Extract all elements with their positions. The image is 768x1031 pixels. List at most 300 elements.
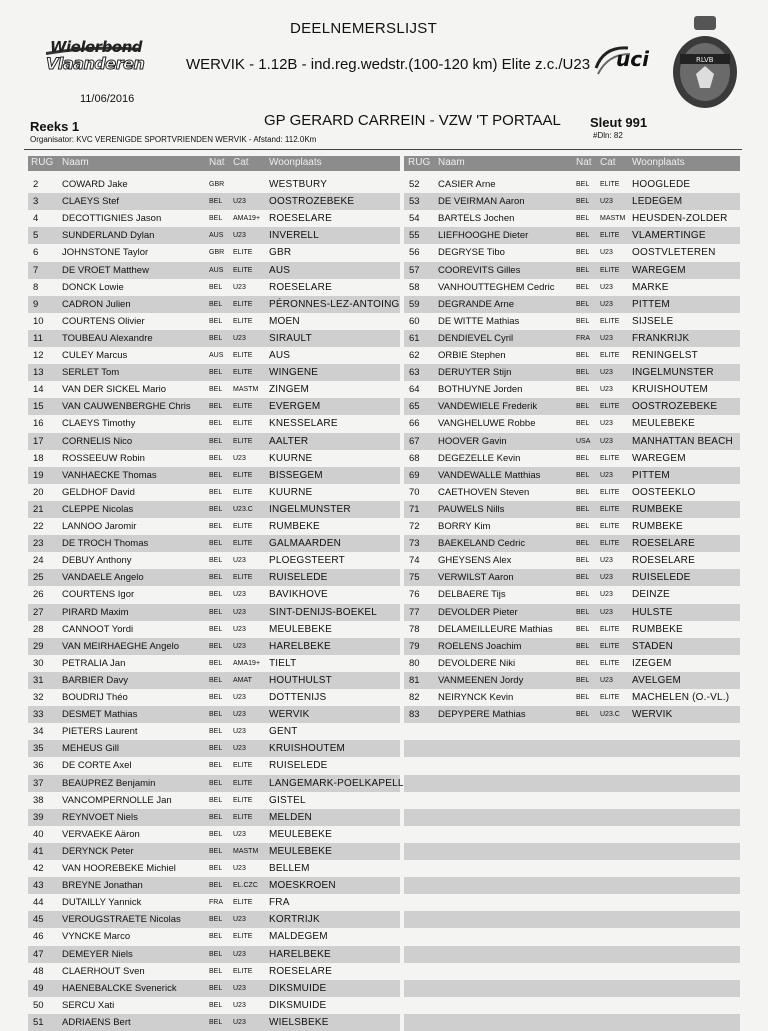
table-row (28, 518, 400, 535)
name-cell: DEGRYSE Tibo (438, 247, 505, 259)
city-cell: HOUTHULST (269, 674, 332, 686)
uci-logo (594, 42, 662, 78)
rug-cell: 16 (33, 418, 44, 430)
nat-cell: BEL (576, 471, 590, 479)
cat-cell: ELITE (233, 899, 253, 907)
name-cell: DE WITTE Mathias (438, 315, 520, 327)
name-cell: ORBIE Stephen (438, 350, 506, 361)
cat-cell: ELITE (600, 523, 620, 530)
name-cell: DESMET Mathias (62, 709, 138, 721)
rug-cell: 30 (33, 657, 44, 669)
name-cell: DEMEYER Niels (62, 948, 133, 960)
table-row (28, 826, 400, 843)
name-cell: HOOVER Gavin (438, 435, 507, 447)
city-cell: PÉRONNES-LEZ-ANTOING (269, 298, 400, 310)
cat-cell: U23 (233, 916, 246, 924)
nat-cell: BEL (209, 779, 223, 787)
city-cell: HOOGLEDE (632, 179, 691, 190)
cat-cell: ELITE (233, 266, 253, 274)
nat-cell: BEL (209, 625, 223, 633)
nat-cell: BEL (576, 659, 590, 667)
city-cell: ROESELARE (632, 538, 695, 550)
nat-cell: BEL (576, 608, 590, 616)
city-cell: KNESSELARE (269, 418, 338, 430)
cat-cell: ELITE (600, 232, 620, 240)
rug-cell: 46 (33, 931, 44, 943)
rug-cell: 81 (409, 674, 420, 686)
cat-cell: U23 (233, 984, 246, 992)
cat-cell: ELITE (600, 352, 620, 359)
cat-cell: ELITE (233, 488, 253, 496)
nat-cell: BEL (576, 403, 590, 411)
rug-cell: 17 (33, 435, 44, 447)
name-cell: DE CORTE Axel (62, 760, 132, 772)
city-cell: BAVIKHOVE (269, 589, 328, 601)
city-cell: MELDEN (269, 811, 312, 823)
city-cell: WINGENE (269, 367, 319, 379)
name-cell: DE VEIRMAN Aaron (438, 196, 525, 208)
nat-cell: GBR (209, 249, 225, 257)
empty-row (404, 723, 740, 740)
cat-cell: U23 (233, 283, 246, 291)
rug-cell: 49 (33, 982, 44, 994)
name-cell: DE TROCH Thomas (62, 538, 149, 550)
city-cell: LANGEMARK-POELKAPELL (269, 777, 404, 789)
city-cell: MOEN (269, 315, 300, 327)
nat-cell: BEL (209, 882, 223, 890)
table-row (28, 877, 400, 894)
rug-cell: 72 (409, 521, 420, 532)
table-row (404, 296, 740, 313)
name-cell: COURTENS Olivier (62, 315, 145, 327)
cat-cell: U23 (233, 728, 246, 736)
rug-cell: 71 (409, 503, 420, 515)
cat-cell: U23 (600, 420, 613, 428)
cat-cell: ELITE (233, 933, 253, 941)
cat-cell: ELITE (600, 694, 620, 701)
name-cell: VERWILST Aaron (438, 572, 514, 584)
table-row (404, 450, 740, 467)
rug-cell: 65 (409, 401, 420, 413)
rug-cell: 45 (33, 914, 44, 926)
col-nat: Nat (209, 157, 225, 168)
rug-cell: 27 (33, 606, 44, 618)
table-row (28, 621, 400, 638)
table-row (404, 364, 740, 381)
nat-cell: BEL (209, 745, 223, 753)
cat-cell: ELITE (233, 300, 253, 308)
table-row (28, 740, 400, 757)
nat-cell: BEL (209, 950, 223, 958)
rug-cell: 13 (33, 367, 44, 379)
rug-cell: 47 (33, 948, 44, 960)
table-row (28, 313, 400, 330)
name-cell: DEVOLDER Pieter (438, 606, 518, 618)
cat-cell: ELITE (600, 181, 620, 188)
rug-cell: 62 (409, 350, 420, 361)
table-row (404, 210, 740, 227)
table-row (28, 723, 400, 740)
col-cat: Cat (600, 157, 616, 168)
name-cell: DEVOLDERE Niki (438, 657, 516, 669)
table-row (404, 176, 740, 193)
table-row (404, 638, 740, 655)
nat-cell: BEL (209, 984, 223, 992)
nat-cell: BEL (209, 505, 223, 513)
cat-cell: ELITE (233, 574, 253, 582)
city-cell: RUMBEKE (632, 503, 683, 515)
nat-cell: BEL (209, 642, 223, 650)
name-cell: DUTAILLY Yannick (62, 897, 142, 909)
city-cell: GALMAARDEN (269, 538, 342, 550)
wielerbond-vlaanderen-logo (44, 38, 145, 76)
cat-cell: ELITE (233, 796, 253, 804)
city-cell: OOSTVLETEREN (632, 247, 716, 259)
rug-cell: 43 (33, 880, 44, 892)
rug-cell: 10 (33, 315, 44, 327)
name-cell: SERCU Xati (62, 999, 115, 1011)
cat-cell: U23 (233, 232, 246, 240)
col-naam: Naam (62, 157, 89, 168)
table-row (28, 296, 400, 313)
cat-cell: U23 (600, 283, 613, 291)
nat-cell: BEL (209, 728, 223, 736)
cat-cell: U23 (600, 471, 613, 479)
city-cell: GISTEL (269, 794, 306, 806)
city-cell: STADEN (632, 640, 674, 652)
rug-cell: 4 (33, 213, 39, 225)
name-cell: ADRIAENS Bert (62, 1016, 131, 1028)
nat-cell: BEL (576, 505, 590, 513)
nat-cell: BEL (576, 266, 590, 274)
city-cell: RUMBEKE (269, 521, 320, 532)
cat-cell: U23 (233, 557, 246, 565)
empty-row (404, 963, 740, 980)
cat-cell: ELITE (233, 540, 253, 548)
cat-cell: EL.CZC (233, 882, 258, 890)
rug-cell: 7 (33, 264, 39, 276)
empty-row (404, 843, 740, 860)
cat-cell: U23 (233, 608, 246, 616)
nat-cell: BEL (209, 847, 223, 855)
cat-cell: ELITE (600, 403, 620, 411)
nat-cell: BEL (209, 283, 223, 291)
rug-cell: 9 (33, 298, 39, 310)
city-cell: RUMBEKE (632, 521, 683, 532)
cat-cell: ELITE (233, 813, 253, 821)
name-cell: DEBUY Anthony (62, 555, 132, 567)
nat-cell: BEL (576, 488, 590, 496)
col-woonplaats: Woonplaats (269, 157, 322, 168)
city-cell: OOSTEEKLO (632, 486, 696, 498)
participant-count: #Dln: 82 (593, 131, 623, 140)
nat-cell: BEL (209, 659, 223, 667)
table-row (28, 450, 400, 467)
col-woonplaats: Woonplaats (632, 157, 685, 168)
col-naam: Naam (438, 157, 465, 168)
empty-row (404, 826, 740, 843)
name-cell: ROELENS Joachim (438, 640, 522, 652)
cat-cell: U23 (600, 369, 613, 377)
nat-cell: BEL (209, 591, 223, 599)
table-row (28, 484, 400, 501)
name-cell: SERLET Tom (62, 367, 120, 379)
city-cell: ROESELARE (269, 965, 332, 977)
city-cell: WAREGEM (632, 452, 686, 464)
name-cell: GELDHOF David (62, 486, 135, 498)
series-label: Reeks 1 (30, 119, 80, 134)
table-row (28, 244, 400, 261)
city-cell: BISSEGEM (269, 469, 323, 481)
table-row (28, 638, 400, 655)
city-cell: AVELGEM (632, 674, 682, 686)
name-cell: DONCK Lowie (62, 281, 124, 293)
name-cell: VANHAECKE Thomas (62, 469, 157, 481)
city-cell: SIRAULT (269, 332, 312, 344)
city-cell: GBR (269, 247, 292, 259)
name-cell: VYNCKE Marco (62, 931, 131, 943)
name-cell: CAETHOVEN Steven (438, 486, 530, 498)
name-cell: COWARD Jake (62, 179, 128, 190)
rug-cell: 53 (409, 196, 420, 208)
table-row (28, 501, 400, 518)
nat-cell: BEL (209, 1018, 223, 1026)
name-cell: VAN CAUWENBERGHE Chris (62, 401, 191, 413)
rug-cell: 23 (33, 538, 44, 550)
city-cell: HARELBEKE (269, 948, 331, 960)
table-row (28, 860, 400, 877)
city-cell: INVERELL (269, 230, 319, 242)
cat-cell: U23 (233, 198, 246, 206)
nat-cell: BEL (576, 300, 590, 308)
table-row (28, 227, 400, 244)
city-cell: ROESELARE (269, 281, 332, 293)
rug-cell: 20 (33, 486, 44, 498)
table-row (404, 518, 740, 535)
table-row (28, 706, 400, 723)
nat-cell: BEL (576, 625, 590, 633)
rug-cell: 52 (409, 179, 420, 190)
rug-cell: 11 (33, 332, 43, 344)
table-row (404, 467, 740, 484)
table-row (404, 433, 740, 450)
cat-cell: ELITE (233, 779, 253, 787)
table-row (404, 672, 740, 689)
nat-cell: BEL (576, 317, 590, 325)
cat-cell: U23 (233, 865, 246, 872)
name-cell: VANHOUTTEGHEM Cedric (438, 281, 555, 293)
rlvb-crest (670, 14, 740, 110)
empty-row (404, 877, 740, 894)
city-cell: RUISELEDE (269, 760, 328, 772)
name-cell: DERUYTER Stijn (438, 367, 512, 379)
nat-cell: BEL (209, 557, 223, 565)
cat-cell: ELITE (600, 317, 620, 325)
race-name: GP GERARD CARREIN - VZW 'T PORTAAL (264, 112, 561, 129)
rug-cell: 59 (409, 298, 420, 310)
nat-cell: BEL (209, 420, 223, 428)
nat-cell: BEL (576, 386, 590, 394)
table-row (404, 586, 740, 603)
name-cell: CLAEYS Stef (62, 196, 120, 208)
table-row (404, 655, 740, 672)
city-cell: EVERGEM (269, 401, 321, 413)
city-cell: MEULEBEKE (269, 623, 332, 635)
nat-cell: FRA (209, 899, 223, 907)
rug-cell: 25 (33, 572, 44, 584)
rug-cell: 58 (409, 281, 420, 293)
rug-cell: 39 (33, 811, 44, 823)
rug-cell: 55 (409, 230, 420, 242)
city-cell: HULSTE (632, 606, 673, 618)
table-row (28, 963, 400, 980)
rug-cell: 44 (33, 897, 44, 909)
name-cell: JOHNSTONE Taylor (62, 247, 149, 259)
name-cell: BARTELS Jochen (438, 213, 515, 225)
city-cell: KORTRIJK (269, 914, 320, 926)
table-row (28, 535, 400, 552)
table-row (404, 398, 740, 415)
table-row (404, 347, 740, 364)
cat-cell: MASTM (233, 847, 259, 855)
table-row (28, 843, 400, 860)
cat-cell: U23 (233, 625, 246, 633)
rug-cell: 40 (33, 828, 44, 840)
cat-cell: AMA19+ (233, 215, 261, 223)
name-cell: BARBIER Davy (62, 674, 128, 686)
rug-cell: 76 (409, 589, 420, 601)
rug-cell: 21 (33, 503, 44, 515)
empty-row (404, 1014, 740, 1031)
table-row (28, 330, 400, 347)
cat-cell: U23 (600, 557, 613, 565)
cat-cell: U23 (233, 454, 246, 462)
city-cell: OOSTROZEBEKE (269, 196, 355, 208)
table-row (28, 946, 400, 963)
table-row (28, 980, 400, 997)
cat-cell: U23 (233, 1018, 246, 1026)
table-row (404, 193, 740, 210)
rug-cell: 35 (33, 743, 44, 755)
table-row (28, 604, 400, 621)
nat-cell: BEL (209, 523, 223, 530)
cat-cell: U23 (233, 1001, 246, 1009)
city-cell: LEDEGEM (632, 196, 683, 208)
nat-cell: BEL (576, 420, 590, 428)
cat-cell: ELITE (233, 369, 253, 377)
cat-cell: U23 (600, 386, 613, 394)
nat-cell: BEL (209, 215, 223, 223)
nat-cell: BEL (209, 711, 223, 719)
nat-cell: BEL (209, 813, 223, 821)
name-cell: CORNELIS Nico (62, 435, 133, 447)
city-cell: MOESKROEN (269, 880, 336, 892)
name-cell: MEHEUS Gill (62, 743, 120, 755)
cat-cell: ELITE (600, 625, 620, 633)
table-row (28, 809, 400, 826)
nat-cell: GBR (209, 181, 225, 188)
rug-cell: 24 (33, 555, 44, 567)
table-row (28, 911, 400, 928)
rug-cell: 51 (33, 1016, 44, 1028)
table-row (404, 569, 740, 586)
cat-cell: U23 (233, 711, 246, 719)
city-cell: KRUISHOUTEM (632, 384, 709, 396)
table-row (28, 398, 400, 415)
rug-cell: 82 (409, 692, 420, 703)
name-cell: VERVAEKE Aäron (62, 828, 140, 840)
cat-cell: U23 (600, 437, 613, 445)
name-cell: COOREVITS Gilles (438, 264, 521, 276)
nat-cell: BEL (209, 454, 223, 462)
city-cell: FRA (269, 897, 290, 909)
city-cell: BELLEM (269, 863, 310, 874)
nat-cell: BEL (576, 642, 590, 650)
city-cell: OOSTROZEBEKE (632, 401, 718, 413)
empty-row (404, 740, 740, 757)
name-cell: BOUDRIJ Théo (62, 692, 128, 703)
cat-cell: ELITE (600, 454, 620, 462)
table-row (28, 775, 404, 792)
name-cell: NEIRYNCK Kevin (438, 692, 514, 703)
city-cell: ROESELARE (632, 555, 695, 567)
cat-cell: U23 (600, 676, 613, 684)
city-cell: KUURNE (269, 452, 313, 464)
table-row (404, 227, 740, 244)
cat-cell: ELITE (233, 317, 253, 325)
empty-row (404, 809, 740, 826)
table-row (28, 792, 400, 809)
cat-cell: ELITE (233, 762, 253, 770)
city-cell: PITTEM (632, 469, 670, 481)
city-cell: MACHELEN (O.-VL.) (632, 692, 730, 703)
name-cell: ROSSEEUW Robin (62, 452, 145, 464)
rug-cell: 57 (409, 264, 420, 276)
table-row (404, 313, 740, 330)
name-cell: BREYNE Jonathan (62, 880, 143, 892)
table-row (404, 706, 740, 723)
rug-cell: 31 (33, 674, 44, 686)
city-cell: WESTBURY (269, 179, 328, 190)
table-row (28, 279, 400, 296)
nat-cell: BEL (576, 369, 590, 377)
cat-cell: ELITE (600, 659, 620, 667)
table-row (404, 535, 740, 552)
table-row (28, 347, 400, 364)
name-cell: VANDEWALLE Matthias (438, 469, 541, 481)
cat-cell: ELITE (233, 437, 253, 445)
city-cell: MALDEGEM (269, 931, 328, 943)
nat-cell: BEL (576, 591, 590, 599)
cat-cell: ELITE (233, 471, 253, 479)
rug-cell: 83 (409, 709, 420, 721)
table-row (28, 193, 400, 210)
rug-cell: 37 (33, 777, 44, 789)
rug-cell: 15 (33, 401, 44, 413)
rug-cell: 29 (33, 640, 44, 652)
city-cell: TIELT (269, 657, 297, 669)
nat-cell: BEL (209, 369, 223, 377)
rug-cell: 50 (33, 999, 44, 1011)
table-row (28, 176, 400, 193)
city-cell: RUISELEDE (269, 572, 328, 584)
nat-cell: BEL (576, 454, 590, 462)
cat-cell: U23 (233, 642, 246, 650)
name-cell: PIETERS Laurent (62, 726, 138, 738)
rug-cell: 79 (409, 640, 420, 652)
rug-cell: 66 (409, 418, 420, 430)
rug-cell: 48 (33, 965, 44, 977)
